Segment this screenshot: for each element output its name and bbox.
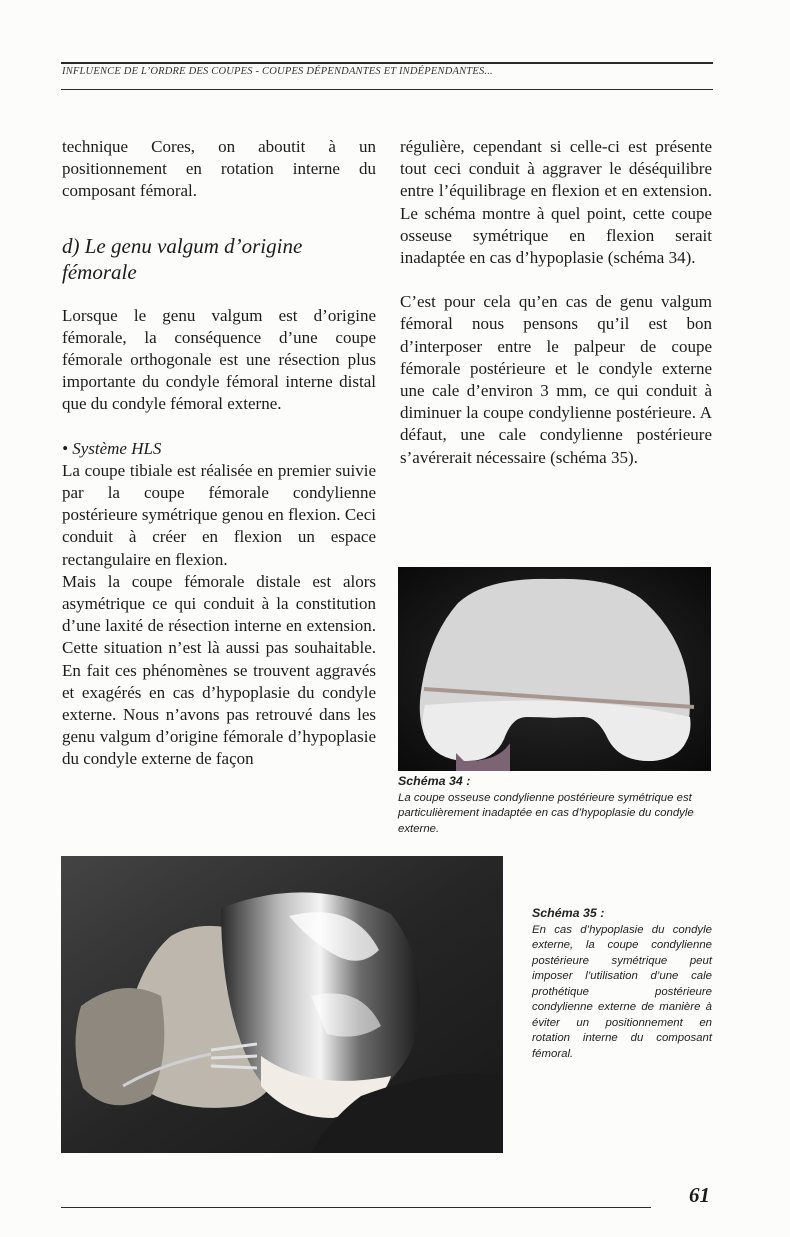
- figure-34-label: Schéma 34 :: [398, 774, 471, 788]
- body-paragraph: Mais la coupe fémorale distale est alors asymétrique ce qui conduit à la constitution d’une laxité de résection interne en extension. Cette situation n’est là aussi pas souhaitable. En fait ces phénomènes se trouvent aggravés et exagérés en cas d’hypoplasie du condyle externe. Nous n’avons pas retrouvé dans les genu valgum d’origine fémorale d’hypoplasie du condyle externe de façon: [62, 571, 376, 769]
- soft-tissue: [75, 988, 164, 1105]
- figure-35-caption: [532, 906, 712, 1062]
- body-paragraph: C’est pour cela qu’en cas de genu valgum fémoral nous pensons qu’il est bon d’interposer entre le palpeur de coupe fémorale postérieure et le condyle externe une cale d’environ 3 mm, ce qui conduit à diminuer la coupe condylienne postérieure. A défaut, une cale condylienne postérieure s’avérerait nécessaire (schéma 35).: [400, 292, 712, 467]
- header-rule-bottom: [61, 89, 713, 90]
- figure-34-caption-text: La coupe osseuse condylienne postérieure symétrique est particulièrement inadaptée en cas d’hypoplasie du condyle externe.: [398, 791, 694, 835]
- surgical-photo-illustration: [61, 856, 503, 1153]
- subsection-heading: • Système HLS: [62, 438, 162, 458]
- running-head: INFLUENCE DE L’ORDRE DES COUPES - COUPES DÉPENDANTES ET INDÉPENDANTES...: [62, 66, 493, 77]
- body-paragraph: Lorsque le genu valgum est d’origine fémorale, la conséquence d’une coupe fémorale orthogonale est une résection plus importante du condyle fémoral interne distal que du condyle fémoral externe.: [62, 305, 376, 414]
- figure-34-caption: [398, 774, 711, 837]
- body-paragraph: technique Cores, on aboutit à un positionnement en rotation interne du composant fémoral.: [62, 137, 376, 201]
- body-paragraph: régulière, cependant si celle-ci est présente tout ceci conduit à aggraver le déséquilibre entre l’équilibrage en flexion et en extension. Le schéma montre à quel point, cette coupe osseuse symétrique en flexion serait inadaptée en cas d’hypoplasie (schéma 34).: [400, 137, 712, 268]
- header-rule-top: [61, 62, 713, 64]
- right-column: [400, 136, 712, 469]
- page-number: 61: [689, 1183, 710, 1207]
- condyle-cut-illustration: [398, 567, 711, 771]
- section-heading: d) Le genu valgum d’origine fémorale: [62, 233, 303, 284]
- figure-35-caption-text: En cas d’hypoplasie du condyle externe, la coupe condylienne postérieure symétrique peut imposer l’utilisation d’une cale prothétique postérieure condylienne externe de manière à éviter un positionnement en rotation interne du composant fémoral.: [532, 923, 712, 1060]
- figure-34-condyle-diagram: [398, 567, 711, 771]
- footer-rule: [61, 1207, 651, 1208]
- figure-35-surgical-photo: [61, 856, 503, 1153]
- figure-35-label: Schéma 35 :: [532, 906, 605, 920]
- left-column: [62, 136, 376, 771]
- body-paragraph: La coupe tibiale est réalisée en premier suivie par la coupe fémorale condylienne postérieure symétrique genou en flexion. Ceci conduit à créer en flexion un espace rectangulaire en flexion.: [62, 460, 376, 569]
